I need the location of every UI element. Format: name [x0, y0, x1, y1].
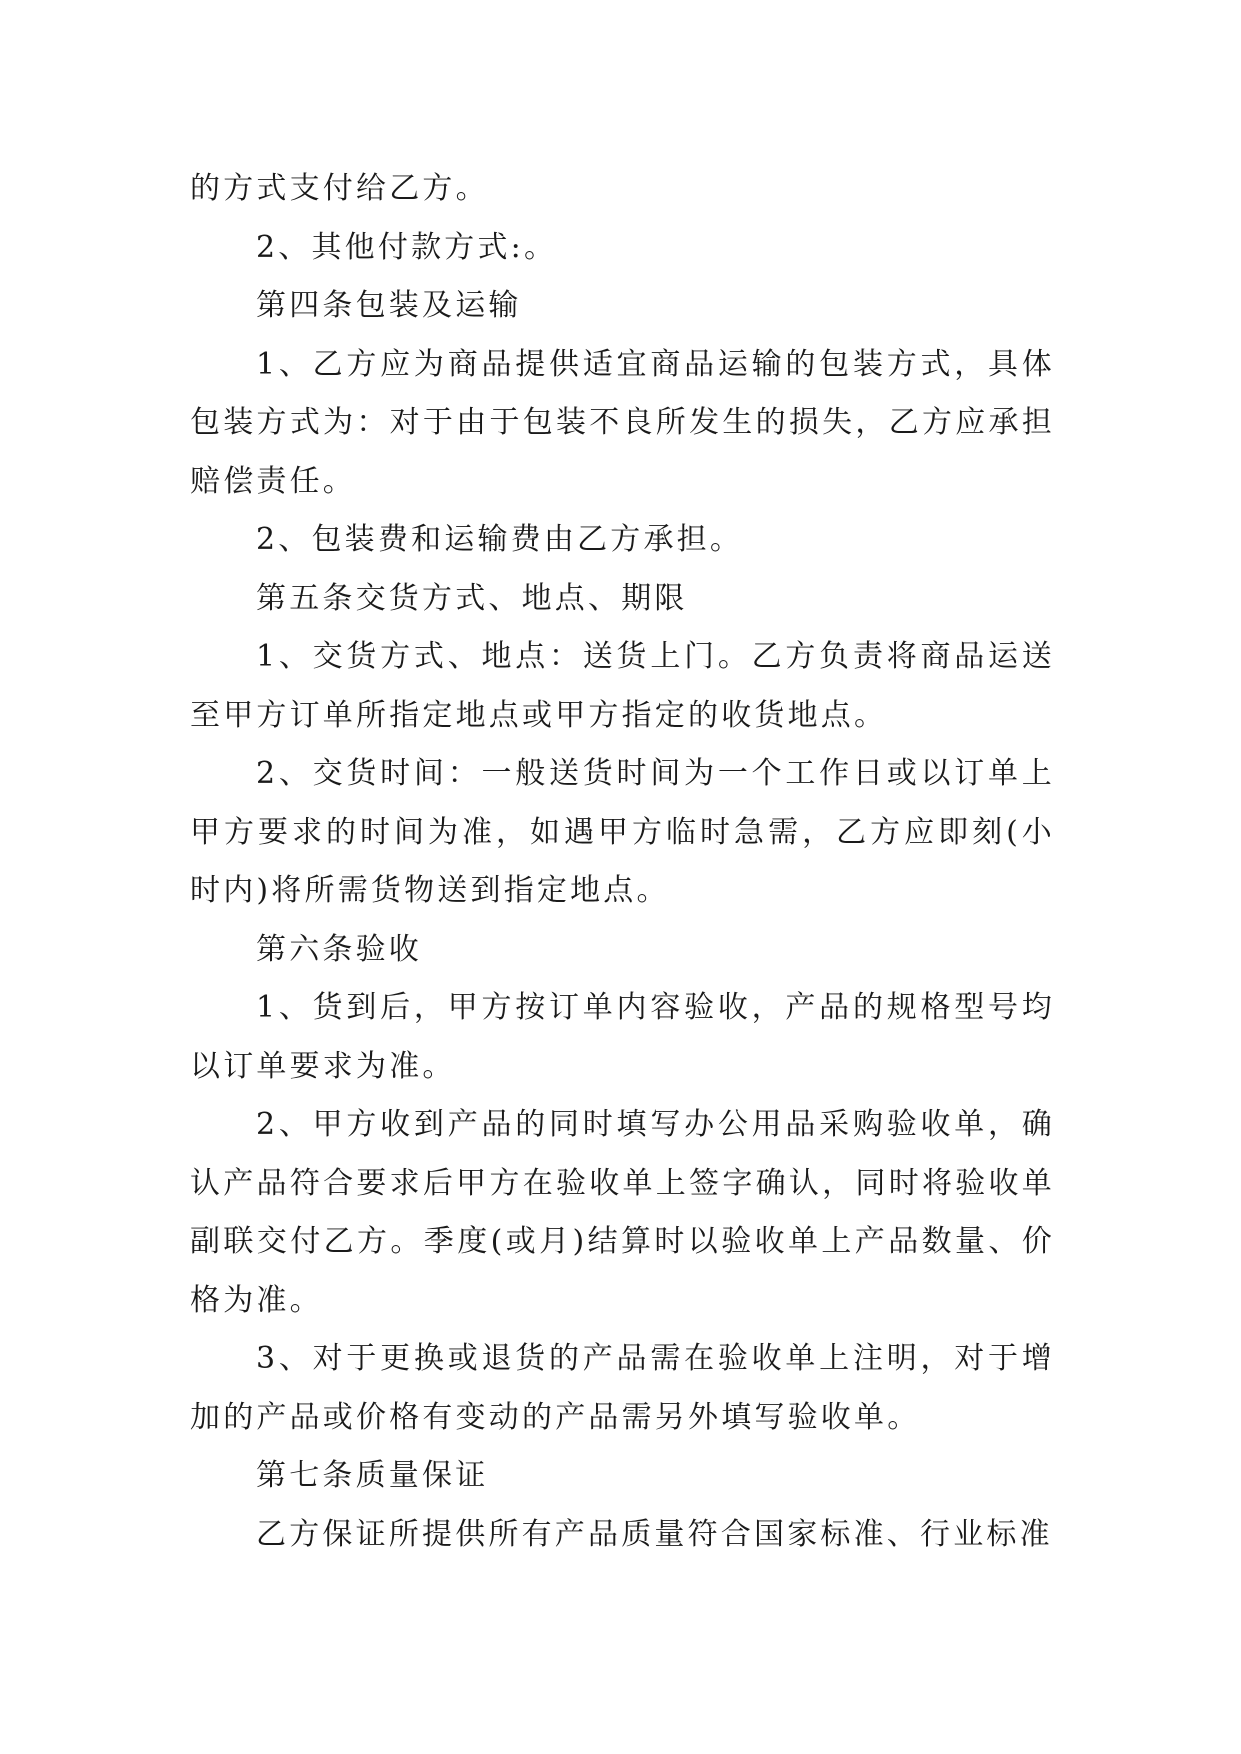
paragraph-payment-continued: 的方式支付给乙方。: [190, 171, 489, 206]
paragraph-delivery-location: 1、交货方式、地点：送货上门。乙方负责将商品运送至甲方订单所指定地点或甲方指定的收货地点。: [190, 639, 1055, 733]
paragraph-quality-guarantee: 乙方保证所提供所有产品质量符合国家标准、行业标准: [256, 1516, 1053, 1552]
paragraph-packaging-fees: 2、包装费和运输费由乙方承担。: [256, 522, 744, 557]
paragraph-acceptance-2: 2、甲方收到产品的同时填写办公用品采购验收单，确认产品符合要求后甲方在验收单上签字确认，同时将验收单副联交付乙方。季度(或月)结算时以验收单上产品数量、价格为准。: [190, 1107, 1055, 1318]
document-body: [190, 160, 1055, 1564]
paragraph-other-payment: 2、其他付款方式:。: [256, 229, 558, 265]
paragraph-acceptance-1: 1、货到后，甲方按订单内容验收，产品的规格型号均以订单要求为准。: [190, 990, 1055, 1084]
paragraph-acceptance-3: 3、对于更换或退货的产品需在验收单上注明，对于增加的产品或价格有变动的产品需另外填写验收单。: [190, 1341, 1055, 1435]
article-5-heading: 第五条交货方式、地点、期限: [256, 580, 688, 616]
paragraph-packaging-method: 1、乙方应为商品提供适宜商品运输的包装方式，具体包装方式为：对于由于包装不良所发生的损失，乙方应承担赔偿责任。: [190, 346, 1055, 499]
article-7-heading: 第七条质量保证: [256, 1458, 489, 1493]
paragraph-delivery-time: 2、交货时间：一般送货时间为一个工作日或以订单上甲方要求的时间为准，如遇甲方临时急需，乙方应即刻(小时内)将所需货物送到指定地点。: [190, 756, 1055, 908]
article-6-heading: 第六条验收: [256, 931, 422, 967]
article-4-heading: 第四条包装及运输: [256, 288, 522, 323]
